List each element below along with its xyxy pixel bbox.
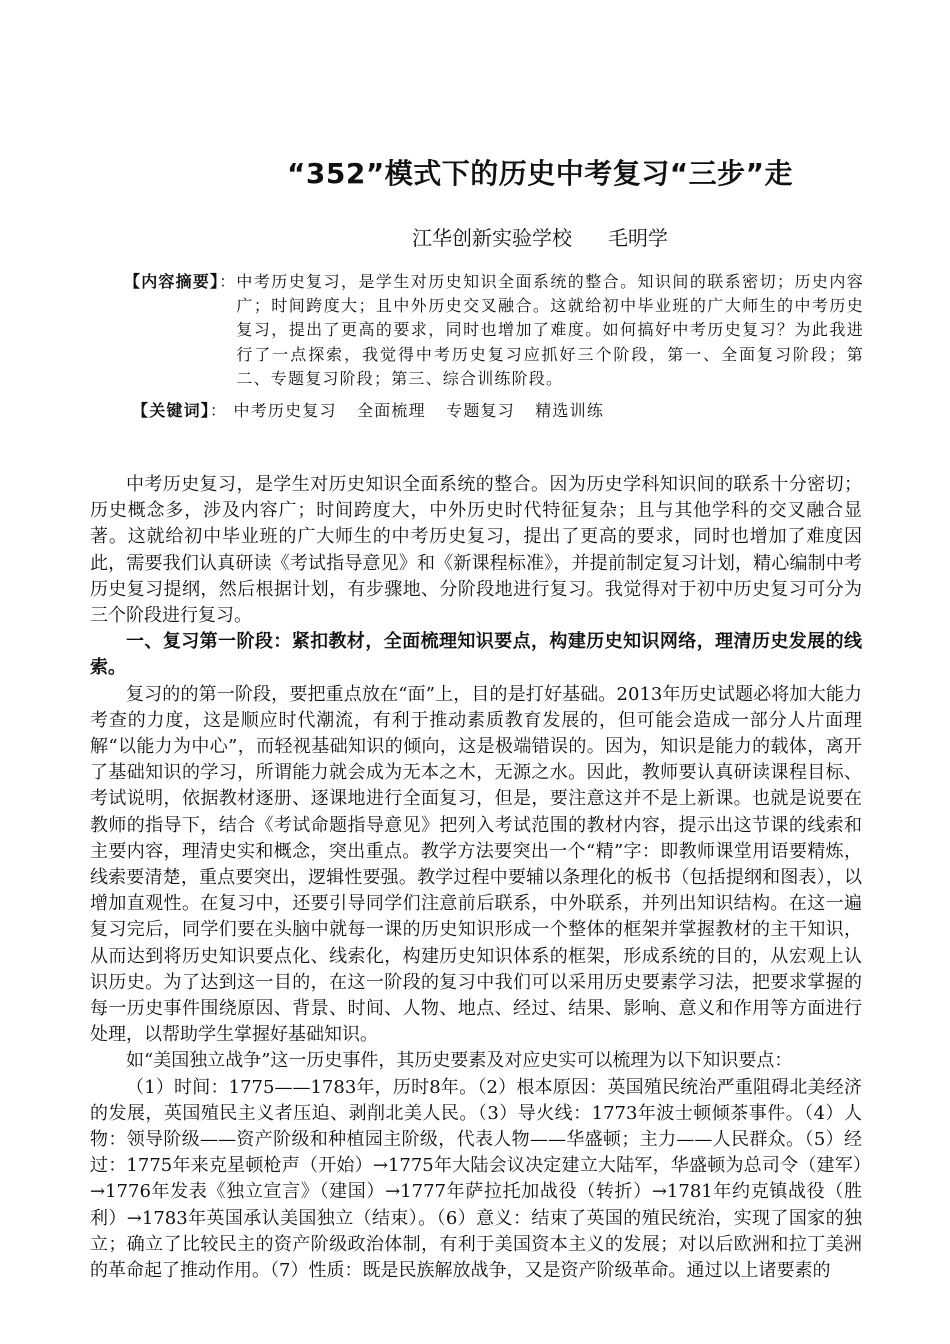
author-name: 毛明学 <box>608 226 668 250</box>
paragraph-stage-one: 复习的的第一阶段，要把重点放在“面”上，目的是打好基础。2013年历史试题必将加大能力考查的力度，这是顺应时代潮流，有利于推动素质教育发展的，但可能会造成一部分人片面理解“以能力为中心”，而轻视基础知识的倾向，这是极端错误的。因为，知识是能力的载体，离开了基础知识的学习，所谓能力就会成为无本之木，无源之水。因此，教师要认真研读课程目标、考试说明，依据教材逐册、逐课地进行全面复习，但是，要注意这并不是上新课。也就是说要在教师的指导下，结合《考试命题指导意见》把列入考试范围的教材内容，提示出这节课的线索和主要内容，理清史实和概念，突出重点。教学方法要突出一个“精”字：即教师课堂用语要精炼，线索要清楚，重点要突出，逻辑性要强。教学过程中要辅以条理化的板书（包括提纲和图表），以增加直观性。在复习中，还要引导同学们注意前后联系，中外联系，并列出知识结构。在这一遍复习完后，同学们要在头脑中就每一课的历史知识形成一个整体的框架并掌握教材的主干知识，从而达到将历史知识要点化、线索化，构建历史知识体系的框架，形成系统的目的，从宏观上认识历史。为了达到这一目的，在这一阶段的复习中我们可以采用历史要素学习法，把要求掌握的每一历史事件围绕原因、背景、时间、人物、地点、经过、结果、影响、意义和作用等方面进行处理，以帮助学生掌握好基础知识。 <box>90 683 862 1046</box>
section-heading-stage-one: 一、复习第一阶段：紧扣教材，全面梳理知识要点，构建历史知识网络，理清历史发展的线索。 <box>90 631 862 679</box>
keywords-line <box>132 398 872 421</box>
abstract-separator: ： <box>219 272 237 291</box>
abstract-label: 【内容摘要】 <box>124 272 220 291</box>
abstract-block <box>124 270 864 391</box>
keyword-item: 专题复习 <box>446 401 515 420</box>
keywords-separator: ： <box>210 401 228 420</box>
abstract-text: 中考历史复习，是学生对历史知识全面系统的整合。知识间的联系密切；历史内容广；时间跨度大；且中外历史交叉融合。这就给初中毕业班的广大师生的中考历史复习，提出了更高的要求，同时也增加了难度。如何搞好中考历史复习？为此我进行了一点探索，我觉得中考历史复习应抓好三个阶段，第一、全面复习阶段；第二、专题复习阶段；第三、综合训练阶段。 <box>236 272 864 388</box>
paragraph-example-intro: 如“美国独立战争”这一历史事件，其历史要素及对应史实可以梳理为以下知识要点： <box>126 1050 793 1072</box>
keyword-item: 中考历史复习 <box>233 401 337 420</box>
body-text <box>90 472 862 1284</box>
paragraph-example-points: （1）时间：1775——1783年，历时8年。（2）根本原因：英国殖民统治严重阻碍北美经济的发展，英国殖民主义者压迫、剥削北美人民。（3）导火线：1773年波士顿倾茶事件。（4）人物：领导阶级——资产阶级和种植园主阶级，代表人物——华盛顿；主力——人民群众。（5）经过：1775年来克星顿枪声（开始）→1775年大陆会议决定建立大陆军，华盛顿为总司令（建军）→1776年发表《独立宣言》（建国）→1777年萨拉托加战役（转折）→1781年约克镇战役（胜利）→1783年英国承认美国独立（结束）。（6）意义：结束了英国的殖民统治，实现了国家的独立；确立了比较民主的资产阶级政治体制，有利于美国资本主义的发展；对以后欧洲和拉丁美洲的革命起了推动作用。（7）性质：既是民族解放战争，又是资产阶级革命。通过以上诸要素的 <box>90 1076 862 1282</box>
paragraph-intro: 中考历史复习，是学生对历史知识全面系统的整合。因为历史学科知识间的联系十分密切；历史概念多，涉及内容广；时间跨度大，中外历史时代特征复杂；且与其他学科的交叉融合显著。这就给初中毕业班的广大师生的中考历史复习，提出了更高的要求，同时也增加了难度因此，需要我们认真研读《考试指导意见》和《新课程标准》，并提前制定复习计划，精心编制中考历史复习提纲，然后根据计划，有步骤地、分阶段地进行复习。我觉得对于初中历史复习可分为三个阶段进行复习。 <box>90 474 862 627</box>
keywords-label: 【关键词】 <box>132 401 211 420</box>
keyword-item: 精选训练 <box>535 401 605 420</box>
keyword-item: 全面梳理 <box>357 401 426 420</box>
document-title: “352”模式下的历史中考复习“三步”走 <box>286 157 794 190</box>
author-school: 江华创新实验学校 <box>412 226 572 250</box>
abstract-heading <box>124 270 236 391</box>
author-line <box>150 222 930 251</box>
